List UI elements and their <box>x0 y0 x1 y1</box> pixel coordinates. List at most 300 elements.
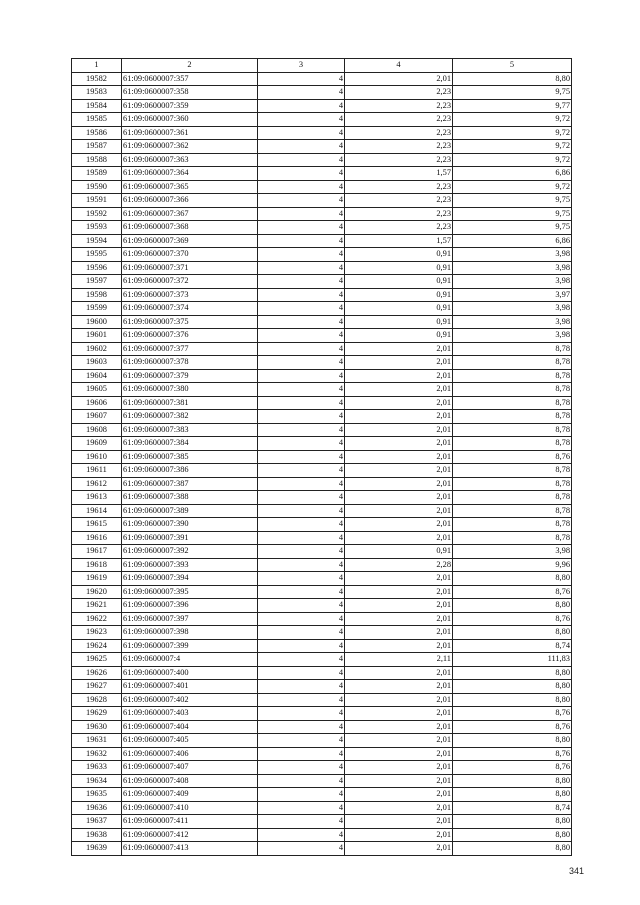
column-5-cell: 8,80 <box>453 599 572 613</box>
column-4-cell: 2,01 <box>345 356 453 370</box>
column-5-cell: 8,80 <box>453 774 572 788</box>
column-3-cell: 4 <box>258 153 345 167</box>
column-5-cell: 6,86 <box>453 167 572 181</box>
cadastral-number-cell: 61:09:0600007:404 <box>122 720 258 734</box>
column-3-cell: 4 <box>258 275 345 289</box>
column-3-cell: 4 <box>258 585 345 599</box>
row-number-cell: 19621 <box>72 599 122 613</box>
column-5-cell: 9,72 <box>453 180 572 194</box>
column-3-cell: 4 <box>258 342 345 356</box>
row-number-cell: 19600 <box>72 315 122 329</box>
column-4-cell: 2,01 <box>345 828 453 842</box>
column-5-cell: 8,80 <box>453 72 572 86</box>
column-5-cell: 8,78 <box>453 504 572 518</box>
row-number-cell: 19629 <box>72 707 122 721</box>
row-number-cell: 19591 <box>72 194 122 208</box>
table-body <box>72 72 572 855</box>
table-row <box>72 680 572 694</box>
column-3-cell: 4 <box>258 207 345 221</box>
row-number-cell: 19619 <box>72 572 122 586</box>
registry-table <box>71 58 572 856</box>
column-3-cell: 4 <box>258 464 345 478</box>
row-number-cell: 19608 <box>72 423 122 437</box>
page-number: 341 <box>568 866 584 876</box>
table-row <box>72 288 572 302</box>
column-4-cell: 2,01 <box>345 342 453 356</box>
cadastral-number-cell: 61:09:0600007:379 <box>122 369 258 383</box>
column-header-5: 5 <box>453 59 572 73</box>
column-3-cell: 4 <box>258 504 345 518</box>
cadastral-number-cell: 61:09:0600007:391 <box>122 531 258 545</box>
table-row <box>72 450 572 464</box>
table-row <box>72 423 572 437</box>
column-5-cell: 8,80 <box>453 693 572 707</box>
table-row <box>72 815 572 829</box>
cadastral-number-cell: 61:09:0600007:358 <box>122 86 258 100</box>
column-4-cell: 2,23 <box>345 180 453 194</box>
column-4-cell: 2,28 <box>345 558 453 572</box>
table-row <box>72 626 572 640</box>
column-4-cell: 2,01 <box>345 585 453 599</box>
column-5-cell: 3,98 <box>453 315 572 329</box>
table-row <box>72 221 572 235</box>
column-5-cell: 8,74 <box>453 639 572 653</box>
table-row <box>72 720 572 734</box>
column-5-cell: 111,83 <box>453 653 572 667</box>
row-number-cell: 19633 <box>72 761 122 775</box>
column-4-cell: 2,01 <box>345 518 453 532</box>
cadastral-number-cell: 61:09:0600007:389 <box>122 504 258 518</box>
table-row <box>72 842 572 856</box>
column-3-cell: 4 <box>258 113 345 127</box>
column-3-cell: 4 <box>258 693 345 707</box>
column-5-cell: 8,78 <box>453 423 572 437</box>
column-5-cell: 8,78 <box>453 383 572 397</box>
column-4-cell: 2,01 <box>345 639 453 653</box>
cadastral-number-cell: 61:09:0600007:412 <box>122 828 258 842</box>
column-4-cell: 1,57 <box>345 234 453 248</box>
cadastral-number-cell: 61:09:0600007:375 <box>122 315 258 329</box>
column-5-cell: 3,97 <box>453 288 572 302</box>
column-4-cell: 2,23 <box>345 194 453 208</box>
row-number-cell: 19595 <box>72 248 122 262</box>
column-3-cell: 4 <box>258 99 345 113</box>
row-number-cell: 19602 <box>72 342 122 356</box>
table-row <box>72 639 572 653</box>
column-3-cell: 4 <box>258 221 345 235</box>
column-4-cell: 2,11 <box>345 653 453 667</box>
column-4-cell: 2,23 <box>345 221 453 235</box>
row-number-cell: 19634 <box>72 774 122 788</box>
table-row <box>72 504 572 518</box>
column-4-cell: 2,01 <box>345 693 453 707</box>
row-number-cell: 19624 <box>72 639 122 653</box>
column-3-cell: 4 <box>258 720 345 734</box>
column-3-cell: 4 <box>258 680 345 694</box>
column-3-cell: 4 <box>258 666 345 680</box>
table-row <box>72 194 572 208</box>
row-number-cell: 19606 <box>72 396 122 410</box>
row-number-cell: 19630 <box>72 720 122 734</box>
column-3-cell: 4 <box>258 518 345 532</box>
cadastral-number-cell: 61:09:0600007:373 <box>122 288 258 302</box>
cadastral-number-cell: 61:09:0600007:380 <box>122 383 258 397</box>
column-3-cell: 4 <box>258 248 345 262</box>
cadastral-number-cell: 61:09:0600007:401 <box>122 680 258 694</box>
row-number-cell: 19590 <box>72 180 122 194</box>
column-header-4: 4 <box>345 59 453 73</box>
table-row <box>72 342 572 356</box>
column-3-cell: 4 <box>258 329 345 343</box>
table-row <box>72 356 572 370</box>
column-5-cell: 8,80 <box>453 842 572 856</box>
column-5-cell: 8,80 <box>453 680 572 694</box>
row-number-cell: 19616 <box>72 531 122 545</box>
column-4-cell: 2,01 <box>345 707 453 721</box>
column-5-cell: 8,76 <box>453 761 572 775</box>
row-number-cell: 19636 <box>72 801 122 815</box>
column-5-cell: 9,75 <box>453 86 572 100</box>
column-3-cell: 4 <box>258 315 345 329</box>
cadastral-number-cell: 61:09:0600007:403 <box>122 707 258 721</box>
column-5-cell: 8,80 <box>453 828 572 842</box>
row-number-cell: 19639 <box>72 842 122 856</box>
column-3-cell: 4 <box>258 774 345 788</box>
row-number-cell: 19598 <box>72 288 122 302</box>
cadastral-number-cell: 61:09:0600007:397 <box>122 612 258 626</box>
cadastral-number-cell: 61:09:0600007:381 <box>122 396 258 410</box>
cadastral-number-cell: 61:09:0600007:398 <box>122 626 258 640</box>
cadastral-number-cell: 61:09:0600007:384 <box>122 437 258 451</box>
row-number-cell: 19631 <box>72 734 122 748</box>
column-3-cell: 4 <box>258 477 345 491</box>
column-4-cell: 0,91 <box>345 315 453 329</box>
column-5-cell: 8,76 <box>453 450 572 464</box>
column-4-cell: 2,23 <box>345 140 453 154</box>
row-number-cell: 19593 <box>72 221 122 235</box>
table-row <box>72 545 572 559</box>
table-row <box>72 99 572 113</box>
row-number-cell: 19596 <box>72 261 122 275</box>
table-row <box>72 410 572 424</box>
column-3-cell: 4 <box>258 842 345 856</box>
cadastral-number-cell: 61:09:0600007:372 <box>122 275 258 289</box>
column-3-cell: 4 <box>258 747 345 761</box>
row-number-cell: 19610 <box>72 450 122 464</box>
table-row <box>72 72 572 86</box>
cadastral-number-cell: 61:09:0600007:394 <box>122 572 258 586</box>
column-3-cell: 4 <box>258 734 345 748</box>
row-number-cell: 19601 <box>72 329 122 343</box>
row-number-cell: 19626 <box>72 666 122 680</box>
column-4-cell: 2,01 <box>345 423 453 437</box>
column-3-cell: 4 <box>258 194 345 208</box>
column-header-3: 3 <box>258 59 345 73</box>
column-5-cell: 8,80 <box>453 734 572 748</box>
table-row <box>72 329 572 343</box>
column-4-cell: 0,91 <box>345 288 453 302</box>
column-3-cell: 4 <box>258 572 345 586</box>
column-4-cell: 2,01 <box>345 801 453 815</box>
table-row <box>72 612 572 626</box>
column-4-cell: 2,01 <box>345 612 453 626</box>
column-3-cell: 4 <box>258 126 345 140</box>
column-5-cell: 8,76 <box>453 747 572 761</box>
cadastral-number-cell: 61:09:0600007:407 <box>122 761 258 775</box>
column-5-cell: 9,75 <box>453 221 572 235</box>
cadastral-number-cell: 61:09:0600007:410 <box>122 801 258 815</box>
cadastral-number-cell: 61:09:0600007:385 <box>122 450 258 464</box>
column-5-cell: 8,78 <box>453 342 572 356</box>
cadastral-number-cell: 61:09:0600007:409 <box>122 788 258 802</box>
column-4-cell: 2,01 <box>345 680 453 694</box>
table-row <box>72 248 572 262</box>
row-number-cell: 19586 <box>72 126 122 140</box>
column-4-cell: 2,01 <box>345 842 453 856</box>
column-4-cell: 0,91 <box>345 248 453 262</box>
table-row <box>72 653 572 667</box>
column-4-cell: 2,01 <box>345 572 453 586</box>
cadastral-number-cell: 61:09:0600007:388 <box>122 491 258 505</box>
cadastral-number-cell: 61:09:0600007:360 <box>122 113 258 127</box>
row-number-cell: 19599 <box>72 302 122 316</box>
row-number-cell: 19611 <box>72 464 122 478</box>
column-header-1: 1 <box>72 59 122 73</box>
row-number-cell: 19625 <box>72 653 122 667</box>
column-4-cell: 2,01 <box>345 531 453 545</box>
table-row <box>72 383 572 397</box>
cadastral-number-cell: 61:09:0600007:411 <box>122 815 258 829</box>
column-3-cell: 4 <box>258 653 345 667</box>
column-5-cell: 8,78 <box>453 491 572 505</box>
column-3-cell: 4 <box>258 801 345 815</box>
cadastral-number-cell: 61:09:0600007:383 <box>122 423 258 437</box>
column-4-cell: 2,23 <box>345 126 453 140</box>
row-number-cell: 19628 <box>72 693 122 707</box>
cadastral-number-cell: 61:09:0600007:413 <box>122 842 258 856</box>
column-5-cell: 8,80 <box>453 626 572 640</box>
table-row <box>72 477 572 491</box>
column-3-cell: 4 <box>258 531 345 545</box>
cadastral-number-cell: 61:09:0600007:392 <box>122 545 258 559</box>
cadastral-number-cell: 61:09:0600007:367 <box>122 207 258 221</box>
column-4-cell: 2,01 <box>345 815 453 829</box>
column-4-cell: 0,91 <box>345 275 453 289</box>
column-4-cell: 2,23 <box>345 86 453 100</box>
row-number-cell: 19582 <box>72 72 122 86</box>
column-5-cell: 8,78 <box>453 531 572 545</box>
row-number-cell: 19627 <box>72 680 122 694</box>
cadastral-number-cell: 61:09:0600007:377 <box>122 342 258 356</box>
row-number-cell: 19615 <box>72 518 122 532</box>
table-row <box>72 113 572 127</box>
column-4-cell: 2,01 <box>345 410 453 424</box>
table-row <box>72 180 572 194</box>
table-row <box>72 558 572 572</box>
cadastral-number-cell: 61:09:0600007:386 <box>122 464 258 478</box>
column-4-cell: 2,01 <box>345 464 453 478</box>
column-5-cell: 8,80 <box>453 666 572 680</box>
column-3-cell: 4 <box>258 180 345 194</box>
column-3-cell: 4 <box>258 828 345 842</box>
column-3-cell: 4 <box>258 761 345 775</box>
table-row <box>72 126 572 140</box>
table-row <box>72 207 572 221</box>
row-number-cell: 19632 <box>72 747 122 761</box>
row-number-cell: 19613 <box>72 491 122 505</box>
column-3-cell: 4 <box>258 72 345 86</box>
table-row <box>72 86 572 100</box>
table-row <box>72 167 572 181</box>
column-4-cell: 2,01 <box>345 383 453 397</box>
column-4-cell: 2,01 <box>345 720 453 734</box>
column-5-cell: 8,78 <box>453 410 572 424</box>
table-row <box>72 572 572 586</box>
table-row <box>72 315 572 329</box>
column-5-cell: 8,78 <box>453 477 572 491</box>
row-number-cell: 19594 <box>72 234 122 248</box>
column-3-cell: 4 <box>258 302 345 316</box>
column-3-cell: 4 <box>258 369 345 383</box>
column-4-cell: 2,01 <box>345 774 453 788</box>
cadastral-number-cell: 61:09:0600007:363 <box>122 153 258 167</box>
cadastral-number-cell: 61:09:0600007:378 <box>122 356 258 370</box>
table-row <box>72 153 572 167</box>
table-row <box>72 518 572 532</box>
cadastral-number-cell: 61:09:0600007:382 <box>122 410 258 424</box>
cadastral-number-cell: 61:09:0600007:364 <box>122 167 258 181</box>
table-row <box>72 275 572 289</box>
column-4-cell: 2,01 <box>345 599 453 613</box>
table-row <box>72 302 572 316</box>
cadastral-number-cell: 61:09:0600007:399 <box>122 639 258 653</box>
cadastral-number-cell: 61:09:0600007:357 <box>122 72 258 86</box>
column-5-cell: 8,78 <box>453 437 572 451</box>
column-5-cell: 9,72 <box>453 113 572 127</box>
column-4-cell: 2,01 <box>345 666 453 680</box>
cadastral-number-cell: 61:09:0600007:361 <box>122 126 258 140</box>
column-3-cell: 4 <box>258 612 345 626</box>
column-5-cell: 8,76 <box>453 612 572 626</box>
column-5-cell: 3,98 <box>453 248 572 262</box>
column-4-cell: 2,23 <box>345 207 453 221</box>
column-5-cell: 8,78 <box>453 356 572 370</box>
column-5-cell: 8,76 <box>453 707 572 721</box>
row-number-cell: 19638 <box>72 828 122 842</box>
column-5-cell: 8,76 <box>453 585 572 599</box>
table-row <box>72 396 572 410</box>
cadastral-number-cell: 61:09:0600007:402 <box>122 693 258 707</box>
table-row <box>72 666 572 680</box>
column-3-cell: 4 <box>258 423 345 437</box>
column-3-cell: 4 <box>258 86 345 100</box>
column-5-cell: 8,78 <box>453 369 572 383</box>
cadastral-number-cell: 61:09:0600007:365 <box>122 180 258 194</box>
column-5-cell: 3,98 <box>453 275 572 289</box>
cadastral-number-cell: 61:09:0600007:396 <box>122 599 258 613</box>
table-row <box>72 761 572 775</box>
column-4-cell: 2,23 <box>345 153 453 167</box>
column-3-cell: 4 <box>258 450 345 464</box>
column-4-cell: 0,91 <box>345 329 453 343</box>
column-4-cell: 2,01 <box>345 491 453 505</box>
table-row <box>72 599 572 613</box>
column-5-cell: 9,77 <box>453 99 572 113</box>
table-row <box>72 707 572 721</box>
column-5-cell: 9,72 <box>453 126 572 140</box>
column-3-cell: 4 <box>258 545 345 559</box>
column-3-cell: 4 <box>258 815 345 829</box>
table-row <box>72 464 572 478</box>
row-number-cell: 19618 <box>72 558 122 572</box>
table-row <box>72 585 572 599</box>
column-5-cell: 3,98 <box>453 545 572 559</box>
row-number-cell: 19612 <box>72 477 122 491</box>
cadastral-number-cell: 61:09:0600007:405 <box>122 734 258 748</box>
column-4-cell: 2,01 <box>345 450 453 464</box>
column-5-cell: 8,78 <box>453 518 572 532</box>
column-3-cell: 4 <box>258 491 345 505</box>
cadastral-number-cell: 61:09:0600007:387 <box>122 477 258 491</box>
column-4-cell: 2,23 <box>345 99 453 113</box>
column-4-cell: 2,01 <box>345 626 453 640</box>
row-number-cell: 19604 <box>72 369 122 383</box>
cadastral-number-cell: 61:09:0600007:370 <box>122 248 258 262</box>
cadastral-number-cell: 61:09:0600007:369 <box>122 234 258 248</box>
row-number-cell: 19597 <box>72 275 122 289</box>
column-3-cell: 4 <box>258 558 345 572</box>
column-5-cell: 9,75 <box>453 207 572 221</box>
table-row <box>72 369 572 383</box>
column-3-cell: 4 <box>258 234 345 248</box>
column-5-cell: 8,80 <box>453 788 572 802</box>
column-4-cell: 0,91 <box>345 261 453 275</box>
column-3-cell: 4 <box>258 167 345 181</box>
cadastral-number-cell: 61:09:0600007:359 <box>122 99 258 113</box>
table-row <box>72 788 572 802</box>
column-3-cell: 4 <box>258 788 345 802</box>
row-number-cell: 19584 <box>72 99 122 113</box>
column-3-cell: 4 <box>258 288 345 302</box>
table-row <box>72 747 572 761</box>
cadastral-number-cell: 61:09:0600007:393 <box>122 558 258 572</box>
row-number-cell: 19607 <box>72 410 122 424</box>
column-5-cell: 8,74 <box>453 801 572 815</box>
column-4-cell: 2,01 <box>345 504 453 518</box>
column-4-cell: 2,01 <box>345 788 453 802</box>
column-4-cell: 2,23 <box>345 113 453 127</box>
column-3-cell: 4 <box>258 410 345 424</box>
column-3-cell: 4 <box>258 261 345 275</box>
column-5-cell: 8,76 <box>453 720 572 734</box>
cadastral-number-cell: 61:09:0600007:390 <box>122 518 258 532</box>
row-number-cell: 19589 <box>72 167 122 181</box>
column-3-cell: 4 <box>258 626 345 640</box>
column-3-cell: 4 <box>258 707 345 721</box>
cadastral-number-cell: 61:09:0600007:395 <box>122 585 258 599</box>
cadastral-number-cell: 61:09:0600007:4 <box>122 653 258 667</box>
table-header-row <box>72 59 572 73</box>
column-header-2: 2 <box>122 59 258 73</box>
column-5-cell: 3,98 <box>453 261 572 275</box>
column-5-cell: 8,80 <box>453 815 572 829</box>
table-row <box>72 531 572 545</box>
table-row <box>72 261 572 275</box>
column-5-cell: 8,78 <box>453 396 572 410</box>
column-3-cell: 4 <box>258 396 345 410</box>
cadastral-number-cell: 61:09:0600007:371 <box>122 261 258 275</box>
column-4-cell: 0,91 <box>345 545 453 559</box>
